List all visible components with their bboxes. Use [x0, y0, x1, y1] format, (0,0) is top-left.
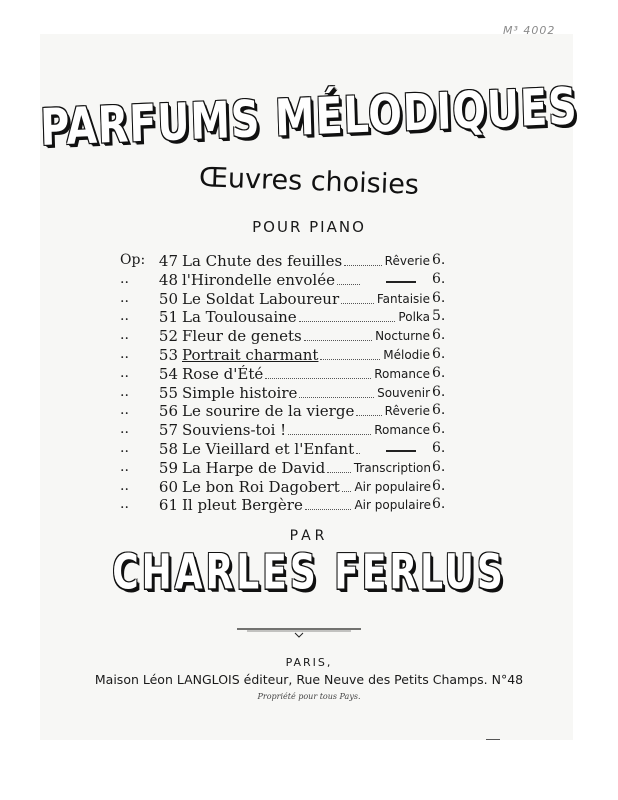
- work-price: 6.: [432, 439, 446, 456]
- catalog-prefix: ..: [120, 496, 129, 513]
- work-title: Rose d'Été: [182, 364, 264, 383]
- catalog-prefix: ..: [120, 327, 129, 344]
- work-price: 6.: [432, 252, 446, 268]
- works-catalog: [120, 252, 460, 515]
- work-title: Le Vieillard et l'Enfant: [182, 439, 355, 458]
- work-price: 6.: [432, 383, 446, 400]
- catalog-prefix: ..: [120, 270, 129, 287]
- work-title: Le bon Roi Dagobert: [182, 477, 340, 496]
- catalog-prefix: ..: [120, 402, 129, 419]
- work-price: 6.: [432, 327, 446, 344]
- leader-dots: [356, 415, 381, 416]
- catalog-prefix: ..: [120, 477, 129, 494]
- work-title: Fleur de genets: [182, 327, 302, 346]
- catalog-prefix: ..: [120, 289, 129, 306]
- catalog-prefix: ..: [120, 308, 129, 325]
- work-title: Portrait charmant: [182, 345, 319, 364]
- work-genre: Transcription: [353, 460, 431, 475]
- opus-number: 57: [158, 421, 178, 440]
- opus-number: 53: [158, 345, 178, 364]
- leader-dots: [341, 303, 374, 304]
- ditto-dash: [386, 281, 416, 283]
- leader-dots: [299, 397, 374, 398]
- leader-dots: [320, 359, 380, 360]
- composer-name: CHARLES FERLUS: [112, 545, 506, 601]
- catalog-prefix: ..: [120, 345, 129, 362]
- opus-number: 50: [158, 289, 178, 308]
- catalog-row: [120, 402, 460, 421]
- work-genre: Polka: [398, 310, 430, 325]
- instrument-line: POUR PIANO: [252, 218, 366, 236]
- opus-number: 47: [158, 252, 178, 270]
- work-title: Le Soldat Laboureur: [182, 289, 340, 308]
- work-price: 6.: [432, 458, 446, 475]
- catalog-row: [120, 421, 460, 440]
- leader-dots: [356, 453, 360, 454]
- work-price: 6.: [432, 421, 446, 438]
- catalog-prefix: ..: [120, 439, 129, 456]
- catalog-prefix: ..: [120, 458, 129, 475]
- work-genre: Mélodie: [383, 347, 430, 362]
- catalog-row: [120, 365, 460, 384]
- catalog-row: [120, 252, 460, 271]
- work-genre: Rêverie: [384, 404, 430, 419]
- publisher-line: Maison Léon LANGLOIS éditeur, Rue Neuve des Petits Champs. N°48: [94, 672, 524, 687]
- catalog-row: [120, 271, 460, 290]
- collection-title: PARFUMS MÉLODIQUES: [39, 77, 579, 158]
- work-price: 6.: [432, 477, 446, 494]
- stray-mark: [486, 739, 500, 740]
- work-genre: Souvenir: [377, 385, 430, 400]
- work-price: 6.: [432, 270, 446, 287]
- leader-dots: [305, 509, 352, 510]
- opus-number: 56: [158, 402, 178, 421]
- leader-dots: [344, 265, 382, 266]
- leader-dots: [265, 378, 371, 379]
- rights-notice: Propriété pour tous Pays.: [257, 692, 361, 701]
- catalog-row: [120, 496, 460, 515]
- work-genre: Romance: [374, 366, 430, 381]
- catalog-row: [120, 346, 460, 365]
- work-genre: Fantaisie: [376, 291, 430, 306]
- leader-dots: [337, 284, 360, 285]
- opus-number: 48: [158, 270, 178, 289]
- work-price: 6.: [432, 289, 446, 306]
- work-title: Le sourire de la vierge: [182, 402, 355, 421]
- opus-number: 60: [158, 477, 178, 496]
- opus-number: 58: [158, 439, 178, 458]
- leader-dots: [299, 321, 396, 322]
- work-price: 5.: [432, 308, 446, 325]
- work-title: La Harpe de David: [182, 458, 326, 477]
- work-title: Simple histoire: [182, 383, 298, 402]
- work-genre: Air populaire: [354, 498, 431, 513]
- leader-dots: [288, 434, 371, 435]
- catalog-row: [120, 308, 460, 327]
- work-price: 6.: [432, 364, 446, 381]
- leader-dots: [327, 472, 351, 473]
- work-genre: Air populaire: [354, 479, 431, 494]
- work-genre: Rêverie: [384, 254, 430, 268]
- ornament-rule: [237, 624, 361, 638]
- leader-dots: [304, 340, 372, 341]
- work-title: La Toulousaine: [182, 308, 297, 327]
- catalog-row: [120, 384, 460, 403]
- work-genre: Romance: [374, 423, 430, 438]
- work-genre: Nocturne: [375, 329, 430, 344]
- catalog-prefix: ..: [120, 364, 129, 381]
- opus-number: 59: [158, 458, 178, 477]
- catalog-row: [120, 327, 460, 346]
- publisher-city: PARIS,: [285, 656, 333, 669]
- catalog-row: [120, 478, 460, 497]
- collection-subtitle: Œuvres choisies: [198, 162, 420, 201]
- opus-number: 51: [158, 308, 178, 327]
- opus-number: 55: [158, 383, 178, 402]
- work-title: Souviens-toi !: [182, 421, 287, 440]
- leader-dots: [342, 491, 352, 492]
- catalog-prefix: ..: [120, 421, 129, 438]
- catalog-row: [120, 290, 460, 309]
- work-price: 6.: [432, 496, 446, 513]
- work-price: 6.: [432, 402, 446, 419]
- by-label: PAR: [289, 528, 329, 544]
- work-title: l'Hirondelle envolée: [182, 270, 335, 289]
- work-title: La Chute des feuilles: [182, 252, 343, 270]
- catalog-row: [120, 440, 460, 459]
- ditto-dash: [386, 450, 416, 452]
- opus-number: 52: [158, 327, 178, 346]
- opus-number: 54: [158, 364, 178, 383]
- work-price: 6.: [432, 345, 446, 362]
- catalog-prefix: Op:: [120, 252, 146, 268]
- work-title: Il pleut Bergère: [182, 496, 303, 515]
- opus-number: 61: [158, 496, 178, 515]
- catalog-row: [120, 459, 460, 478]
- catalog-prefix: ..: [120, 383, 129, 400]
- pencil-catalog-note: M³ 4002: [503, 24, 556, 37]
